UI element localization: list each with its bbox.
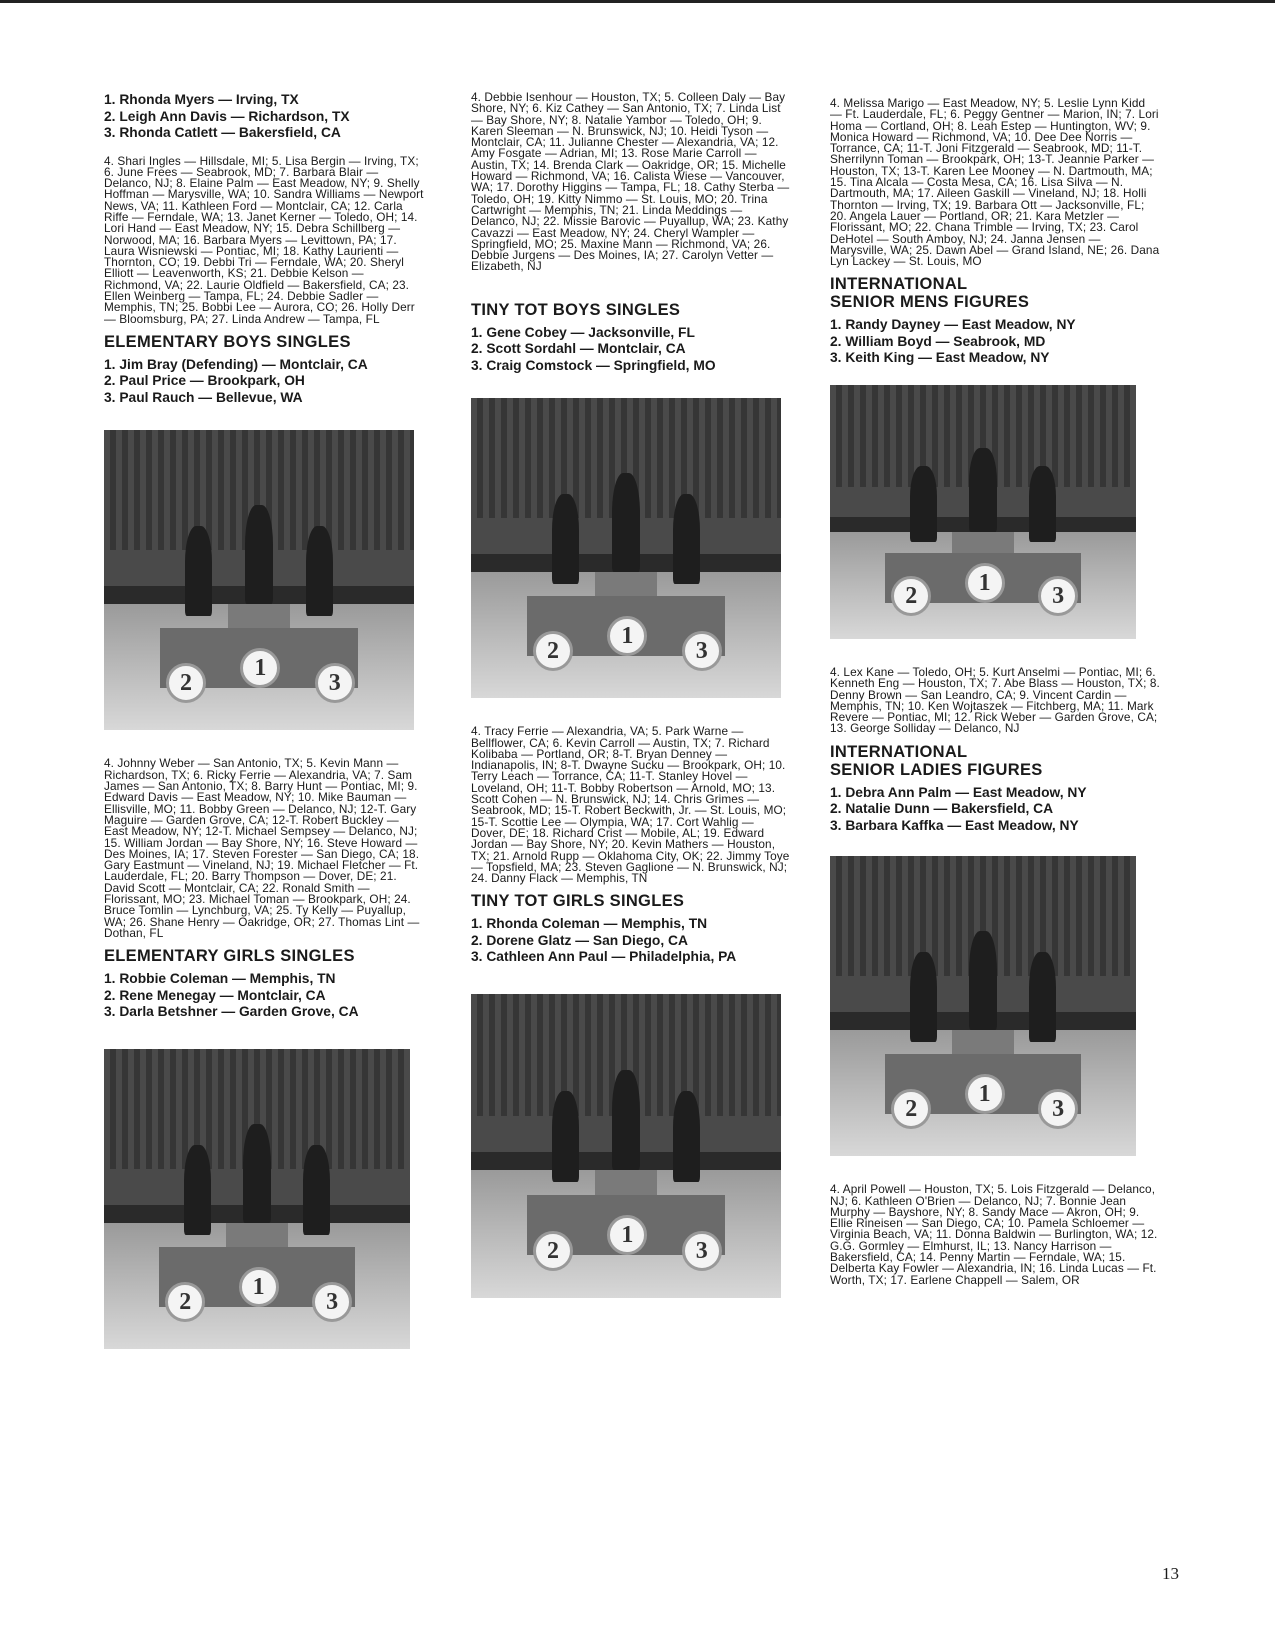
winner-1: 1. Jim Bray (Defending) — Montclair, CA (104, 356, 368, 372)
skater-first (612, 1070, 640, 1170)
winner-2: 2. Rene Menegay — Montclair, CA (104, 987, 326, 1003)
winner-3: 3. Paul Rauch — Bellevue, WA (104, 389, 303, 405)
podium-photo (830, 385, 1136, 639)
place-2-marker: 2 (533, 631, 573, 671)
winner-3: 3. Darla Betshner — Garden Grove, CA (104, 1004, 359, 1020)
event-heading-line1: INTERNATIONAL (830, 275, 968, 294)
winners-list (471, 325, 791, 375)
top-rule (0, 0, 1275, 3)
place-1-marker: 1 (240, 648, 280, 688)
place-3-marker: 3 (1038, 1089, 1078, 1129)
winner-1: 1. Rhonda Myers — Irving, TX (104, 92, 299, 107)
skater-first (969, 931, 997, 1030)
place-2-marker: 2 (891, 1089, 931, 1129)
event-heading: ELEMENTARY GIRLS SINGLES (104, 947, 355, 966)
winner-1: 1. Rhonda Coleman — Memphis, TN (471, 916, 708, 932)
event-heading: TINY TOT GIRLS SINGLES (471, 892, 685, 911)
winner-2: 2. William Boyd — Seabrook, MD (830, 333, 1046, 349)
podium-top (952, 1030, 1013, 1054)
winner-3: 3. Keith King — East Meadow, NY (830, 350, 1050, 366)
event-heading-line2: SENIOR LADIES FIGURES (830, 760, 1043, 779)
winner-2: 2. Dorene Glatz — San Diego, CA (471, 932, 688, 948)
place-2-marker: 2 (165, 1282, 205, 1322)
winner-2: 2. Leigh Ann Davis — Richardson, TX (104, 108, 350, 124)
other-placings: 4. Debbie Isenhour — Houston, TX; 5. Colleen Daly — Bay Shore, NY; 6. Kiz Cathey — San Antonio, TX; 7. Linda List — Bay Shore, NY; 8. Natalie Yambor — Toledo, OH; 9. Karen Sleeman — N. Brunswick, NJ; 10. Heidi Tyson — Montclair, CA; 11. Julianne Chester — Alexandria, VA; 12. Amy Fosgate — Adrian, MI; 13. Rose Marie Carroll — Austin, TX; 14. Brenda Clark — Oakridge, OR; 15. Michelle Howard — Richmond, VA; 16. Calista Wiese — Vancouver, WA; 17. Dorothy Higgins — Tampa, FL; 18. Cathy Sterba — Toledo, OH; 19. Kitty Nimmo — St. Louis, MO; 20. Trina Cartwright — Memphis, TN; 21. Linda Meddings — Delanco, NJ; 22. Missie Barovic — Puyallup, WA; 23. Kathy Cavazzi — East Meadow, NY; 24. Cheryl Wampler — Springfield, MO; 25. Maxine Mann — Richmond, VA; 26. Debbie Jurgens — Des Moines, IA; 27. Carolyn Vetter — Elizabeth, NJ (471, 90, 790, 274)
place-3-marker: 3 (1038, 576, 1078, 616)
winner-1: 1. Debra Ann Palm — East Meadow, NY (830, 784, 1087, 800)
winner-1: 1. Gene Cobey — Jacksonville, FL (471, 324, 695, 340)
podium-photo (104, 1049, 410, 1349)
column-2 (471, 92, 791, 1326)
winner-1: 1. Robbie Coleman — Memphis, TN (104, 971, 336, 987)
place-1-marker: 1 (239, 1267, 279, 1307)
place-3-marker: 3 (682, 631, 722, 671)
podium-photo (471, 398, 781, 698)
winners-list (830, 785, 1160, 835)
skater-second (552, 494, 580, 584)
skater-third (1029, 952, 1057, 1042)
event-heading: TINY TOT BOYS SINGLES (471, 300, 681, 319)
winner-3: 3. Rhonda Catlett — Bakersfield, CA (104, 125, 341, 140)
skater-first (245, 505, 273, 604)
podium-top (226, 1223, 287, 1247)
other-placings: 4. Lex Kane — Toledo, OH; 5. Kurt Anselmi — Pontiac, MI; 6. Kenneth Eng — Houston, TX; 7. Abe Blass — Houston, TX; 8. Denny Brown — San Leandro, CA; 9. Vincent Cardin — Memphis, TN; 10. Ken Wojtaszek — Fitchberg, MA; 11. Mark Revere — Pontiac, MI; 12. Rick Weber — Garden Grove, CA; 13. George Solliday — Delanco, NJ (830, 664, 1160, 736)
winner-2: 2. Paul Price — Brookpark, OH (104, 373, 305, 389)
winners-list (830, 317, 1160, 367)
skater-third (306, 526, 334, 616)
column-1 (104, 92, 424, 1377)
podium-photo (830, 856, 1136, 1156)
event-heading: ELEMENTARY BOYS SINGLES (104, 332, 351, 351)
place-1-marker: 1 (607, 1215, 647, 1255)
event-heading-line1: INTERNATIONAL (830, 742, 968, 761)
other-placings: 4. April Powell — Houston, TX; 5. Lois Fitzgerald — Delanco, NJ; 6. Kathleen O'Brien — Delanco, NJ; 7. Bonnie Jean Murphy — Bayshore, NY; 8. Sandy Mace — Akron, OH; 9. Ellie Rineisen — San Diego, CA; 10. Pamela Schloemer — Virginia Beach, VA; 11. Donna Baldwin — Burlington, WA; 12. G.G. Gormley — Elmhurst, IL; 13. Nancy Harrison — Bakersfield, CA; 14. Penny Martin — Ferndale, WA; 15. Delberta Kay Fowler — Alexandria, IN; 16. Linda Lucas — Ft. Worth, TX; 17. Earlene Chappell — Salem, OR (830, 1182, 1158, 1287)
place-2-marker: 2 (533, 1231, 573, 1271)
other-placings: 4. Johnny Weber — San Antonio, TX; 5. Kevin Mann — Richardson, TX; 6. Ricky Ferrie — Alexandria, VA; 7. Sam James — San Antonio, TX; 8. Barry Hunt — Pontiac, MI; 9. Edward Davis — East Meadow, NY; 10. Mike Bauman — Ellisville, MO; 11. Bobby Green — Delanco, NJ; 12-T. Gary Maguire — Garden Grove, CA; 12-T. Robert Buckley — East Meadow, NY; 12-T. Michael Sempsey — Delanco, NJ; 15. William Jordan — Bay Shore, NY; 16. Steve Howard — Des Moines, IA; 17. Steven Forester — San Diego, CA; 18. Gary Eastmunt — Vineland, NJ; 19. Michael Fletcher — Ft. Lauderdale, FL; 20. Barry Thompson — Dover, DE; 21. David Scott — Montclair, CA; 22. Ronald Smith — Florissant, MO; 23. Michael Toman — Brookpark, OH; 24. Bruce Tomlin — Lynchburg, VA; 25. Ty Kelly — Puyallup, WA; 26. Shane Henry — Oakridge, OR; 27. Thomas Lint — Dothan, FL (104, 756, 420, 940)
skater-second (910, 952, 938, 1042)
podium-top (595, 1170, 657, 1194)
skater-first (612, 473, 640, 572)
skater-second (185, 526, 213, 616)
skater-second (910, 466, 938, 542)
podium-top (228, 604, 290, 628)
winners-list (104, 92, 424, 142)
winner-3: 3. Barbara Kaffka — East Meadow, NY (830, 817, 1079, 833)
place-2-marker: 2 (891, 576, 931, 616)
skater-first (969, 448, 997, 532)
skater-third (673, 1091, 701, 1182)
other-placings: 4. Shari Ingles — Hillsdale, MI; 5. Lisa Bergin — Irving, TX; 6. June Frees — Seabrook, MD; 7. Barbara Blair — Delanco, NJ; 8. Elaine Palm — East Meadow, NY; 9. Shelly Hoffman — Marysville, WA; 10. Sandra Williams — Newport News, VA; 11. Kathleen Ford — Montclair, CA; 12. Carla Riffe — Ferndale, WA; 13. Janet Kerner — Toledo, OH; 14. Lori Hand — East Meadow, NY; 15. Debra Schillberg — Norwood, MA; 16. Barbara Myers — Levittown, PA; 17. Laura Wisniewski — Pontiac, MI; 18. Kathy Laurienti — Thornton, CO; 19. Debbi Tri — Ferndale, WA; 20. Sheryl Elliott — Leavenworth, KS; 21. Debbie Kelson — Richmond, VA; 22. Laurie Oldfield — Bakersfield, CA; 23. Ellen Weinberg — Tampa, FL; 24. Debbie Sadler — Memphis, TN; 25. Bobbi Lee — Aurora, CO; 26. Holly Derr — Bloomsburg, PA; 27. Linda Andrew — Tampa, FL (104, 153, 424, 326)
winners-list (471, 916, 791, 966)
place-3-marker: 3 (315, 663, 355, 703)
place-1-marker: 1 (965, 1074, 1005, 1114)
skater-second (184, 1145, 212, 1235)
skater-second (552, 1091, 580, 1182)
other-placings: 4. Melissa Marigo — East Meadow, NY; 5. Leslie Lynn Kidd — Ft. Lauderdale, FL; 6. Peggy Gentner — Marion, IN; 7. Lori Homa — Cortland, OH; 8. Leah Estep — Huntington, WV; 9. Monica Howard — Richmond, VA; 10. Dee Dee Norris — Torrance, CA; 11-T. Joni Fitzgerald — Seabrook, MD; 11-T. Sherrilynn Toman — Brookpark, OH; 13-T. Jeannie Parker — Houston, TX; 13-T. Karen Lee Mooney — N. Dartmouth, MA; 15. Tina Alcala — Costa Mesa, CA; 16. Lisa Silva — N. Dartmouth, MA; 17. Aileen Gaskill — Vineland, NJ; 18. Holli Thornton — Irving, TX; 19. Barbara Ott — Jacksonville, FL; 20. Angela Lauer — Portland, OR; 21. Kara Metzler — Florissant, MO; 22. Chana Trimble — Irving, TX; 23. Carol DeHotel — South Amboy, NJ; 24. Janna Jensen — Marysville, WA; 25. Dawn Abel — Grand Island, NE; 26. Dana Lyn Lackey — St. Louis, MO (830, 96, 1160, 269)
column-3 (830, 92, 1160, 1294)
winner-3: 3. Cathleen Ann Paul — Philadelphia, PA (471, 949, 737, 965)
other-placings: 4. Tracy Ferrie — Alexandria, VA; 5. Park Warne — Bellflower, CA; 6. Kevin Carroll — Austin, TX; 7. Richard Kolibaba — Portland, OR; 8-T. Bryan Denney — Indianapolis, IN; 8-T. Dwayne Sucku — Brookpark, OH; 10. Terry Leach — Torrance, CA; 11-T. Stanley Hovel — Loveland, OH; 11-T. Bobby Robertson — Arnold, MO; 13. Scott Cohen — N. Brunswick, NJ; 14. Chris Grimes — Seabrook, MD; 15-T. Robert Beckwith, Jr. — St. Louis, MO; 15-T. Scottie Lee — Olympia, WA; 17. Cort Wahlig — Dover, DE; 18. Richard Crist — Mobile, AL; 19. Edward Jordan — Bay Shore, NY; 20. Kevin Mathers — Houston, TX; 21. Arnold Rupp — Oklahoma City, OK; 22. Jimmy Toye — Topsfield, MA; 23. Steven Gaglione — N. Brunswick, NJ; 24. Danny Flack — Memphis, TN (471, 724, 790, 886)
winners-list (104, 357, 424, 407)
place-1-marker: 1 (965, 563, 1005, 603)
winner-1: 1. Randy Dayney — East Meadow, NY (830, 317, 1076, 333)
place-3-marker: 3 (682, 1231, 722, 1271)
skater-third (673, 494, 701, 584)
podium-photo (471, 994, 781, 1298)
podium-photo (104, 430, 414, 730)
skater-third (1029, 466, 1057, 542)
event-heading-line2: SENIOR MENS FIGURES (830, 293, 1030, 312)
podium-top (952, 532, 1013, 552)
place-1-marker: 1 (607, 616, 647, 656)
winners-list (104, 971, 424, 1021)
place-3-marker: 3 (312, 1282, 352, 1322)
place-2-marker: 2 (166, 663, 206, 703)
page-number: 13 (1162, 1564, 1179, 1583)
winner-2: 2. Natalie Dunn — Bakersfield, CA (830, 801, 1054, 817)
podium-top (595, 572, 657, 596)
winner-3: 3. Craig Comstock — Springfield, MO (471, 357, 716, 373)
skater-third (303, 1145, 331, 1235)
winner-2: 2. Scott Sordahl — Montclair, CA (471, 341, 686, 357)
skater-first (243, 1124, 271, 1223)
